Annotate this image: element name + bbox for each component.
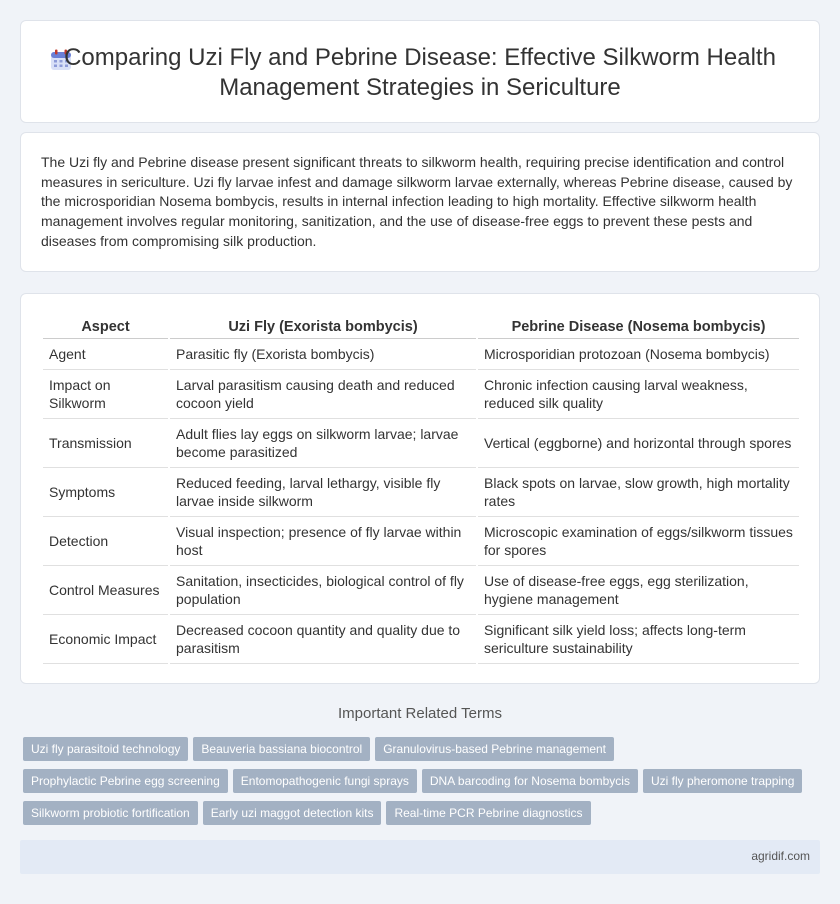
table-cell: Larval parasitism causing death and reduced cocoon yield — [169, 370, 477, 419]
related-term-tag[interactable]: Early uzi maggot detection kits — [203, 801, 382, 825]
table-cell: Chronic infection causing larval weakness, reduced silk quality — [477, 370, 799, 419]
table-cell: Microscopic examination of eggs/silkworm tissues for spores — [477, 517, 799, 566]
table-row — [43, 370, 799, 419]
table-row — [43, 517, 799, 566]
related-term-tag[interactable]: DNA barcoding for Nosema bombycis — [422, 769, 638, 793]
table-cell: Significant silk yield loss; affects long-term sericulture sustainability — [477, 615, 799, 664]
table-cell: Decreased cocoon quantity and quality due to parasitism — [169, 615, 477, 664]
table-row — [43, 615, 799, 664]
table-row — [43, 419, 799, 468]
table-cell: Black spots on larvae, slow growth, high mortality rates — [477, 468, 799, 517]
table-cell: Control Measures — [43, 566, 169, 615]
related-term-tag[interactable]: Prophylactic Pebrine egg screening — [23, 769, 228, 793]
table-cell: Adult flies lay eggs on silkworm larvae; larvae become parasitized — [169, 419, 477, 468]
related-term-tag[interactable]: Real-time PCR Pebrine diagnostics — [386, 801, 590, 825]
table-cell: Economic Impact — [43, 615, 169, 664]
related-term-tag[interactable]: Beauveria bassiana biocontrol — [193, 737, 370, 761]
related-term-tag[interactable]: Entomopathogenic fungi sprays — [233, 769, 417, 793]
comparison-table-card — [20, 293, 820, 684]
table-cell: Vertical (eggborne) and horizontal through spores — [477, 419, 799, 468]
table-cell: Use of disease-free eggs, egg sterilization, hygiene management — [477, 566, 799, 615]
column-header: Aspect — [43, 314, 169, 339]
table-cell: Impact on Silkworm — [43, 370, 169, 419]
header-card — [20, 20, 820, 123]
footer — [20, 840, 820, 874]
related-term-tag[interactable]: Granulovirus-based Pebrine management — [375, 737, 614, 761]
table-cell: Reduced feeding, larval lethargy, visible fly larvae inside silkworm — [169, 468, 477, 517]
intro-card — [20, 132, 820, 272]
table-cell: Agent — [43, 339, 169, 370]
column-header: Pebrine Disease (Nosema bombycis) — [477, 314, 799, 339]
table-cell: Symptoms — [43, 468, 169, 517]
page-title: Comparing Uzi Fly and Pebrine Disease: Effective Silkworm Health Management Strategies in Sericulture — [64, 44, 776, 101]
related-term-tag[interactable]: Uzi fly pheromone trapping — [643, 769, 802, 793]
table-cell: Sanitation, insecticides, biological control of fly population — [169, 566, 477, 615]
table-row — [43, 339, 799, 370]
table-cell: Visual inspection; presence of fly larvae within host — [169, 517, 477, 566]
table-cell: Microsporidian protozoan (Nosema bombycis) — [477, 339, 799, 370]
comparison-table — [43, 314, 799, 664]
table-row — [43, 468, 799, 517]
table-cell: Parasitic fly (Exorista bombycis) — [169, 339, 477, 370]
related-term-tag[interactable]: Silkworm probiotic fortification — [23, 801, 198, 825]
table-cell: Transmission — [43, 419, 169, 468]
table-row — [43, 566, 799, 615]
related-term-tag[interactable]: Uzi fly parasitoid technology — [23, 737, 188, 761]
column-header: Uzi Fly (Exorista bombycis) — [169, 314, 477, 339]
table-header-row — [43, 314, 799, 339]
table-cell: Detection — [43, 517, 169, 566]
intro-paragraph: The Uzi fly and Pebrine disease present significant threats to silkworm health, requiring precise identification and control measures in sericulture. Uzi fly larvae infest and damage silkworm larvae externally, whereas Pebrine disease, caused by the microsporidian Nosema bombycis, results in internal infection leading to high mortality. Effective silkworm health management involves regular monitoring, sanitization, and the use of disease-free eggs to prevent these pests and diseases from compromising silk production. — [41, 154, 793, 249]
related-terms-title: Important Related Terms — [338, 705, 502, 722]
site-credit[interactable]: agridif.com — [751, 849, 810, 863]
related-terms-list — [23, 737, 823, 833]
